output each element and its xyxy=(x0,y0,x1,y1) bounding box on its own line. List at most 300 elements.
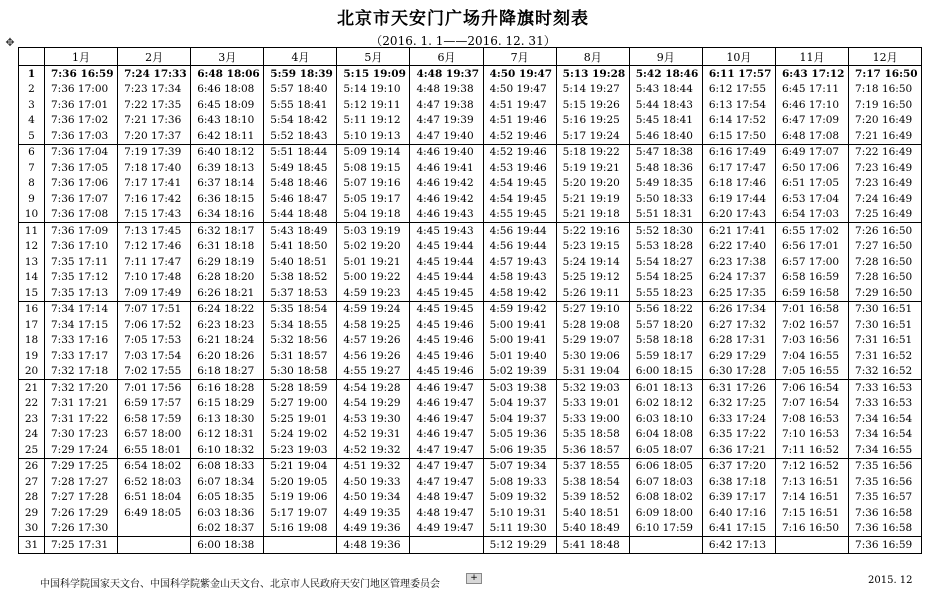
table-row xyxy=(19,364,922,380)
time-cell: 6:46 17:10 xyxy=(775,97,848,113)
time-cell: 7:25 17:31 xyxy=(45,537,118,554)
time-cell: 7:33 17:17 xyxy=(45,348,118,364)
time-cell: 6:15 18:29 xyxy=(191,396,264,412)
time-cell: 6:41 17:15 xyxy=(702,521,775,537)
time-cell: 6:40 17:16 xyxy=(702,505,775,521)
time-cell: 5:49 18:45 xyxy=(264,160,337,176)
time-cell: 5:19 19:21 xyxy=(556,160,629,176)
time-cell: 6:58 17:59 xyxy=(118,411,191,427)
time-cell xyxy=(629,537,702,554)
day-number: 12 xyxy=(19,239,45,255)
time-cell: 6:10 17:59 xyxy=(629,521,702,537)
day-number: 14 xyxy=(19,270,45,286)
time-cell: 5:41 18:48 xyxy=(556,537,629,554)
time-cell: 7:36 17:09 xyxy=(45,223,118,239)
time-cell xyxy=(264,537,337,554)
time-cell: 6:42 17:13 xyxy=(702,537,775,554)
time-cell: 6:52 18:03 xyxy=(118,474,191,490)
table-row xyxy=(19,66,922,82)
time-cell: 5:51 18:44 xyxy=(264,144,337,160)
time-cell: 5:03 19:19 xyxy=(337,223,410,239)
time-cell: 4:53 19:30 xyxy=(337,411,410,427)
day-number: 29 xyxy=(19,505,45,521)
time-cell: 4:45 19:46 xyxy=(410,364,483,380)
time-cell: 5:15 19:26 xyxy=(556,97,629,113)
time-cell: 5:08 19:15 xyxy=(337,160,410,176)
time-cell: 4:49 19:35 xyxy=(337,505,410,521)
time-cell: 7:35 16:56 xyxy=(849,458,922,474)
month-header: 4月 xyxy=(264,48,337,66)
time-cell: 6:06 18:05 xyxy=(629,458,702,474)
time-cell: 7:34 16:54 xyxy=(849,411,922,427)
time-cell: 7:36 17:03 xyxy=(45,128,118,144)
time-cell: 4:57 19:43 xyxy=(483,254,556,270)
time-cell: 6:29 17:29 xyxy=(702,348,775,364)
time-cell: 4:47 19:39 xyxy=(410,113,483,129)
time-cell: 4:45 19:45 xyxy=(410,285,483,301)
time-cell: 6:09 18:00 xyxy=(629,505,702,521)
day-number: 26 xyxy=(19,458,45,474)
time-cell: 5:10 19:13 xyxy=(337,128,410,144)
time-cell: 5:44 18:43 xyxy=(629,97,702,113)
table-move-handle-icon[interactable]: ✥ xyxy=(5,36,15,49)
time-cell: 7:23 16:49 xyxy=(849,160,922,176)
time-cell: 4:55 19:27 xyxy=(337,364,410,380)
day-number: 13 xyxy=(19,254,45,270)
time-cell: 6:37 17:20 xyxy=(702,458,775,474)
day-number: 7 xyxy=(19,160,45,176)
time-cell: 4:46 19:47 xyxy=(410,380,483,396)
time-cell: 7:33 16:53 xyxy=(849,396,922,412)
time-cell: 4:48 19:36 xyxy=(337,537,410,554)
time-cell: 6:17 17:47 xyxy=(702,160,775,176)
time-cell: 5:36 18:57 xyxy=(556,442,629,458)
time-cell: 7:36 17:08 xyxy=(45,207,118,223)
time-cell: 5:58 18:18 xyxy=(629,333,702,349)
time-cell: 4:45 19:46 xyxy=(410,317,483,333)
time-cell: 4:57 19:26 xyxy=(337,333,410,349)
day-number: 24 xyxy=(19,427,45,443)
time-cell: 6:12 17:55 xyxy=(702,82,775,98)
time-cell: 5:23 19:03 xyxy=(264,442,337,458)
footer-date: 2015. 12 xyxy=(868,575,913,586)
time-cell: 5:43 18:44 xyxy=(629,82,702,98)
time-cell: 7:07 17:51 xyxy=(118,301,191,317)
time-cell: 6:55 17:02 xyxy=(775,223,848,239)
time-cell: 6:22 17:40 xyxy=(702,239,775,255)
time-cell: 5:57 18:40 xyxy=(264,82,337,98)
time-cell: 6:16 18:28 xyxy=(191,380,264,396)
time-cell: 5:04 19:37 xyxy=(483,396,556,412)
time-cell: 5:46 18:40 xyxy=(629,128,702,144)
time-cell: 7:27 17:28 xyxy=(45,490,118,506)
time-cell: 7:28 17:27 xyxy=(45,474,118,490)
table-row xyxy=(19,239,922,255)
day-number: 17 xyxy=(19,317,45,333)
time-cell: 7:11 17:47 xyxy=(118,254,191,270)
day-number: 28 xyxy=(19,490,45,506)
time-cell: 5:52 18:43 xyxy=(264,128,337,144)
time-cell: 4:46 19:43 xyxy=(410,207,483,223)
time-cell: 6:21 17:41 xyxy=(702,223,775,239)
time-cell: 5:21 19:18 xyxy=(556,207,629,223)
time-cell: 7:22 16:49 xyxy=(849,144,922,160)
time-cell: 5:04 19:18 xyxy=(337,207,410,223)
time-cell: 5:23 19:15 xyxy=(556,239,629,255)
time-cell: 6:19 17:44 xyxy=(702,191,775,207)
table-row xyxy=(19,411,922,427)
time-cell: 6:53 17:04 xyxy=(775,191,848,207)
time-cell: 6:30 17:28 xyxy=(702,364,775,380)
time-cell: 5:48 18:46 xyxy=(264,176,337,192)
time-cell: 6:02 18:12 xyxy=(629,396,702,412)
time-cell: 5:45 18:41 xyxy=(629,113,702,129)
time-cell: 6:07 18:34 xyxy=(191,474,264,490)
page-title: 北京市天安门广场升降旗时刻表 xyxy=(337,9,589,29)
month-header: 1月 xyxy=(45,48,118,66)
time-cell: 4:48 19:47 xyxy=(410,505,483,521)
time-cell: 7:14 16:51 xyxy=(775,490,848,506)
time-cell: 7:17 16:50 xyxy=(849,66,922,82)
time-cell: 4:58 19:42 xyxy=(483,285,556,301)
time-cell: 6:08 18:02 xyxy=(629,490,702,506)
time-cell: 5:20 19:20 xyxy=(556,176,629,192)
time-cell: 4:46 19:42 xyxy=(410,191,483,207)
time-cell: 6:42 18:11 xyxy=(191,128,264,144)
time-cell: 5:02 19:39 xyxy=(483,364,556,380)
time-cell: 5:39 18:52 xyxy=(556,490,629,506)
time-cell: 6:32 17:25 xyxy=(702,396,775,412)
time-cell: 7:33 16:53 xyxy=(849,380,922,396)
time-cell: 4:46 19:41 xyxy=(410,160,483,176)
time-cell: 6:13 18:30 xyxy=(191,411,264,427)
time-cell: 4:45 19:44 xyxy=(410,254,483,270)
time-cell: 7:05 16:55 xyxy=(775,364,848,380)
time-cell: 5:51 18:31 xyxy=(629,207,702,223)
time-cell: 5:59 18:17 xyxy=(629,348,702,364)
time-cell: 4:45 19:45 xyxy=(410,301,483,317)
time-cell: 5:57 18:20 xyxy=(629,317,702,333)
time-cell: 7:30 17:23 xyxy=(45,427,118,443)
time-cell: 5:22 19:16 xyxy=(556,223,629,239)
time-cell: 6:05 18:07 xyxy=(629,442,702,458)
day-number: 5 xyxy=(19,128,45,144)
time-cell: 5:55 18:23 xyxy=(629,285,702,301)
time-cell: 7:31 17:21 xyxy=(45,396,118,412)
table-row xyxy=(19,223,922,239)
table-row xyxy=(19,474,922,490)
time-cell: 6:00 18:38 xyxy=(191,537,264,554)
time-cell: 7:34 16:54 xyxy=(849,427,922,443)
month-header: 5月 xyxy=(337,48,410,66)
time-cell: 6:32 18:17 xyxy=(191,223,264,239)
time-cell: 6:20 17:43 xyxy=(702,207,775,223)
time-cell: 5:35 18:54 xyxy=(264,301,337,317)
time-cell: 5:16 19:25 xyxy=(556,113,629,129)
table-row xyxy=(19,128,922,144)
time-cell: 6:36 18:15 xyxy=(191,191,264,207)
time-cell: 7:32 17:18 xyxy=(45,364,118,380)
time-cell: 5:56 18:22 xyxy=(629,301,702,317)
time-cell: 6:48 18:06 xyxy=(191,66,264,82)
day-number: 30 xyxy=(19,521,45,537)
time-cell: 6:59 16:58 xyxy=(775,285,848,301)
time-cell: 5:09 19:32 xyxy=(483,490,556,506)
time-cell: 6:16 17:49 xyxy=(702,144,775,160)
time-cell: 5:27 19:00 xyxy=(264,396,337,412)
time-cell: 5:14 19:10 xyxy=(337,82,410,98)
time-cell xyxy=(118,537,191,554)
time-cell: 6:28 17:31 xyxy=(702,333,775,349)
time-cell: 4:52 19:32 xyxy=(337,442,410,458)
time-cell xyxy=(410,537,483,554)
time-cell: 4:50 19:47 xyxy=(483,82,556,98)
table-row xyxy=(19,82,922,98)
time-cell: 5:31 18:57 xyxy=(264,348,337,364)
table-row xyxy=(19,285,922,301)
time-cell: 4:45 19:46 xyxy=(410,348,483,364)
month-header: 6月 xyxy=(410,48,483,66)
time-cell: 4:49 19:36 xyxy=(337,521,410,537)
time-cell: 5:04 19:37 xyxy=(483,411,556,427)
time-cell: 7:36 16:58 xyxy=(849,521,922,537)
time-cell: 6:47 17:09 xyxy=(775,113,848,129)
table-row xyxy=(19,505,922,521)
time-cell: 7:35 16:56 xyxy=(849,474,922,490)
time-cell: 5:07 19:34 xyxy=(483,458,556,474)
day-number: 25 xyxy=(19,442,45,458)
time-cell: 7:20 16:49 xyxy=(849,113,922,129)
time-cell: 5:55 18:41 xyxy=(264,97,337,113)
time-cell: 4:45 19:44 xyxy=(410,239,483,255)
footer-organizations: 中国科学院国家天文台、中国科学院紫金山天文台、北京市人民政府天安门地区管理委员会 xyxy=(40,579,440,590)
time-cell: 5:25 19:12 xyxy=(556,270,629,286)
time-cell: 7:28 16:50 xyxy=(849,254,922,270)
time-cell: 5:24 19:14 xyxy=(556,254,629,270)
time-cell: 5:02 19:20 xyxy=(337,239,410,255)
time-cell: 4:47 19:47 xyxy=(410,474,483,490)
table-row xyxy=(19,537,922,554)
time-cell: 7:12 17:46 xyxy=(118,239,191,255)
time-cell: 7:09 17:49 xyxy=(118,285,191,301)
time-cell xyxy=(775,537,848,554)
time-cell: 5:01 19:21 xyxy=(337,254,410,270)
day-number: 16 xyxy=(19,301,45,317)
time-cell: 4:58 19:25 xyxy=(337,317,410,333)
time-cell: 6:20 18:26 xyxy=(191,348,264,364)
time-cell: 7:01 17:56 xyxy=(118,380,191,396)
time-cell: 5:59 18:39 xyxy=(264,66,337,82)
time-cell: 7:34 17:15 xyxy=(45,317,118,333)
time-cell: 7:10 16:53 xyxy=(775,427,848,443)
time-cell: 6:27 17:32 xyxy=(702,317,775,333)
time-cell: 6:01 18:13 xyxy=(629,380,702,396)
time-cell xyxy=(118,521,191,537)
time-cell: 6:35 17:22 xyxy=(702,427,775,443)
time-cell: 7:08 16:53 xyxy=(775,411,848,427)
time-cell: 7:32 17:20 xyxy=(45,380,118,396)
time-cell: 6:50 17:06 xyxy=(775,160,848,176)
time-cell: 7:36 17:10 xyxy=(45,239,118,255)
time-cell: 4:47 19:38 xyxy=(410,97,483,113)
time-cell: 7:29 17:25 xyxy=(45,458,118,474)
time-cell: 4:54 19:29 xyxy=(337,396,410,412)
time-cell: 6:21 18:24 xyxy=(191,333,264,349)
table-row xyxy=(19,396,922,412)
time-cell: 5:44 18:48 xyxy=(264,207,337,223)
time-cell: 6:49 17:07 xyxy=(775,144,848,160)
time-cell: 7:15 16:51 xyxy=(775,505,848,521)
time-cell: 5:03 19:38 xyxy=(483,380,556,396)
time-cell: 6:18 17:46 xyxy=(702,176,775,192)
time-cell: 4:50 19:34 xyxy=(337,490,410,506)
time-cell: 4:58 19:43 xyxy=(483,270,556,286)
time-cell: 7:17 17:41 xyxy=(118,176,191,192)
time-cell: 6:36 17:21 xyxy=(702,442,775,458)
time-cell: 6:23 18:23 xyxy=(191,317,264,333)
table-row xyxy=(19,207,922,223)
table-row xyxy=(19,348,922,364)
time-cell: 6:46 18:08 xyxy=(191,82,264,98)
table-row xyxy=(19,113,922,129)
time-cell: 4:51 19:47 xyxy=(483,97,556,113)
time-cell: 7:34 16:55 xyxy=(849,442,922,458)
day-number: 4 xyxy=(19,113,45,129)
time-cell: 6:08 18:33 xyxy=(191,458,264,474)
table-row xyxy=(19,176,922,192)
table-resize-handle-icon[interactable]: + xyxy=(466,573,482,584)
time-cell: 5:35 18:58 xyxy=(556,427,629,443)
time-cell: 4:46 19:42 xyxy=(410,176,483,192)
time-cell: 7:02 16:57 xyxy=(775,317,848,333)
month-header: 8月 xyxy=(556,48,629,66)
day-number: 18 xyxy=(19,333,45,349)
time-cell: 5:38 18:52 xyxy=(264,270,337,286)
time-cell: 4:59 19:23 xyxy=(337,285,410,301)
table-row xyxy=(19,333,922,349)
time-cell: 7:36 16:59 xyxy=(45,66,118,82)
time-cell: 6:34 18:16 xyxy=(191,207,264,223)
table-row xyxy=(19,160,922,176)
time-cell: 5:33 19:00 xyxy=(556,411,629,427)
time-cell: 4:54 19:45 xyxy=(483,191,556,207)
time-cell: 7:35 16:57 xyxy=(849,490,922,506)
time-cell: 4:46 19:47 xyxy=(410,396,483,412)
time-cell: 4:47 19:47 xyxy=(410,442,483,458)
time-cell: 6:12 18:31 xyxy=(191,427,264,443)
time-cell: 5:17 19:24 xyxy=(556,128,629,144)
time-cell: 5:32 18:56 xyxy=(264,333,337,349)
day-number: 9 xyxy=(19,191,45,207)
time-cell: 4:45 19:43 xyxy=(410,223,483,239)
time-cell: 6:39 17:17 xyxy=(702,490,775,506)
time-cell: 6:48 17:08 xyxy=(775,128,848,144)
time-cell: 5:00 19:22 xyxy=(337,270,410,286)
time-cell: 5:37 18:53 xyxy=(264,285,337,301)
time-cell: 7:06 16:54 xyxy=(775,380,848,396)
table-row xyxy=(19,97,922,113)
time-cell: 5:30 19:06 xyxy=(556,348,629,364)
time-cell: 4:53 19:46 xyxy=(483,160,556,176)
time-cell: 6:51 17:05 xyxy=(775,176,848,192)
time-cell: 4:46 19:47 xyxy=(410,411,483,427)
time-cell: 5:25 19:01 xyxy=(264,411,337,427)
time-cell: 6:18 18:27 xyxy=(191,364,264,380)
time-cell: 6:59 17:57 xyxy=(118,396,191,412)
time-cell: 5:15 19:09 xyxy=(337,66,410,82)
time-cell: 7:36 16:58 xyxy=(849,505,922,521)
day-number: 10 xyxy=(19,207,45,223)
time-cell: 4:52 19:46 xyxy=(483,128,556,144)
time-cell: 7:36 17:06 xyxy=(45,176,118,192)
time-cell: 7:26 17:29 xyxy=(45,505,118,521)
time-cell: 5:10 19:31 xyxy=(483,505,556,521)
time-cell: 6:02 18:37 xyxy=(191,521,264,537)
time-cell: 4:48 19:37 xyxy=(410,66,483,82)
time-cell: 4:54 19:45 xyxy=(483,176,556,192)
time-cell: 4:56 19:26 xyxy=(337,348,410,364)
month-header-row xyxy=(19,48,922,66)
time-cell: 7:15 17:43 xyxy=(118,207,191,223)
time-cell: 5:19 19:06 xyxy=(264,490,337,506)
time-cell: 6:10 18:32 xyxy=(191,442,264,458)
time-cell: 4:50 19:33 xyxy=(337,474,410,490)
time-cell: 6:23 17:38 xyxy=(702,254,775,270)
time-cell: 6:45 18:09 xyxy=(191,97,264,113)
table-row xyxy=(19,442,922,458)
time-cell: 7:36 17:02 xyxy=(45,113,118,129)
time-cell: 7:35 17:11 xyxy=(45,254,118,270)
table-row xyxy=(19,144,922,160)
time-cell: 7:27 16:50 xyxy=(849,239,922,255)
time-cell: 5:07 19:16 xyxy=(337,176,410,192)
time-cell: 5:21 19:04 xyxy=(264,458,337,474)
time-cell: 6:39 18:13 xyxy=(191,160,264,176)
time-cell: 4:54 19:28 xyxy=(337,380,410,396)
time-cell: 5:40 18:49 xyxy=(556,521,629,537)
day-number: 11 xyxy=(19,223,45,239)
schedule-body xyxy=(19,66,922,554)
table-row xyxy=(19,301,922,317)
time-cell: 7:24 16:49 xyxy=(849,191,922,207)
time-cell: 7:03 16:56 xyxy=(775,333,848,349)
time-cell: 4:56 19:44 xyxy=(483,239,556,255)
time-cell: 5:29 19:07 xyxy=(556,333,629,349)
time-cell: 7:20 17:37 xyxy=(118,128,191,144)
time-cell: 6:54 18:02 xyxy=(118,458,191,474)
time-cell: 7:36 17:00 xyxy=(45,82,118,98)
time-cell: 7:35 17:12 xyxy=(45,270,118,286)
time-cell: 5:54 18:27 xyxy=(629,254,702,270)
day-number: 15 xyxy=(19,285,45,301)
time-cell: 6:54 17:03 xyxy=(775,207,848,223)
time-cell: 6:15 17:50 xyxy=(702,128,775,144)
time-cell: 6:55 18:01 xyxy=(118,442,191,458)
time-cell: 5:40 18:51 xyxy=(264,254,337,270)
time-cell: 4:47 19:47 xyxy=(410,458,483,474)
time-cell: 4:55 19:45 xyxy=(483,207,556,223)
time-cell: 5:12 19:11 xyxy=(337,97,410,113)
time-cell: 5:08 19:33 xyxy=(483,474,556,490)
time-cell: 6:45 17:11 xyxy=(775,82,848,98)
time-cell: 7:29 17:24 xyxy=(45,442,118,458)
time-cell: 6:04 18:08 xyxy=(629,427,702,443)
time-cell: 5:37 18:55 xyxy=(556,458,629,474)
time-cell: 6:33 17:24 xyxy=(702,411,775,427)
day-number: 22 xyxy=(19,396,45,412)
time-cell: 5:11 19:30 xyxy=(483,521,556,537)
day-number: 3 xyxy=(19,97,45,113)
